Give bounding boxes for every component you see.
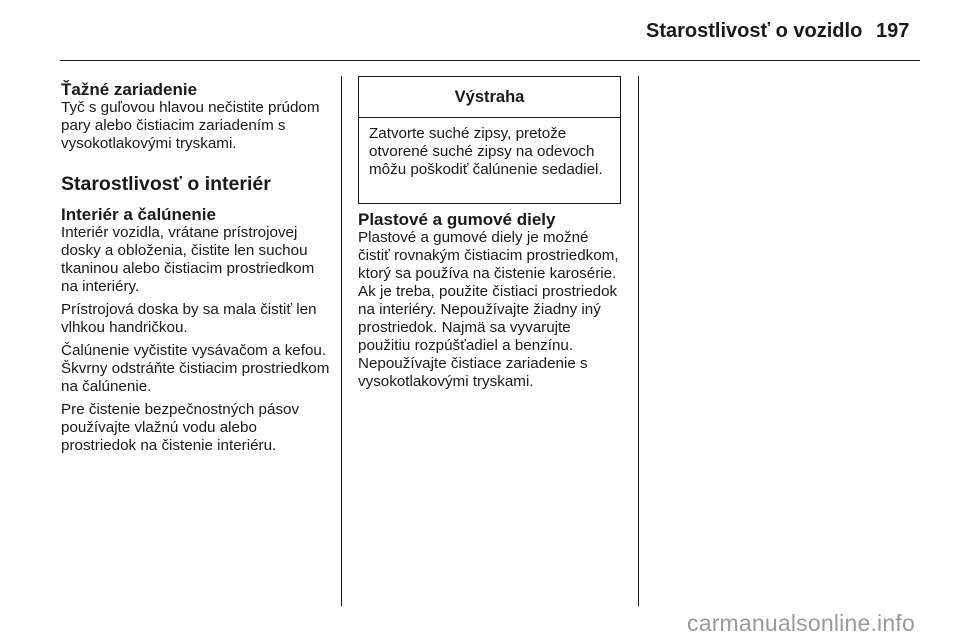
upholstery-paragraph: Čalúnenie vyčistite vysávačom a kefou. Škvrny odstráňte čistiacim prostriedkom na čalúnenie. bbox=[61, 342, 330, 395]
seat-belt-paragraph: Pre čistenie bezpečnostných pásov používajte vlažnú vodu alebo prostriedok na čistenie interiéru. bbox=[61, 401, 300, 454]
column-divider-left bbox=[341, 76, 342, 606]
dashboard-paragraph: Prístrojová doska by sa mala čistiť len vlhkou handričkou. bbox=[61, 301, 317, 336]
upholstery-heading: Interiér a čalúnenie bbox=[61, 205, 216, 224]
interior-care-heading: Starostlivosť o interiér bbox=[61, 173, 271, 195]
warning-title: Výstraha bbox=[359, 77, 620, 118]
left-column bbox=[61, 80, 333, 455]
interior-paragraph: Interiér vozidla, vrátane prístrojovej dosky a obloženia, čistite len suchou tkaninou alebo čistiacim prostriedkom na interiéry. bbox=[61, 224, 315, 295]
right-column bbox=[358, 210, 623, 391]
column-divider-right bbox=[638, 76, 639, 606]
tow-bar-heading: Ťažné zariadenie bbox=[61, 80, 198, 99]
warning-text: Zatvorte suché zipsy, pretože otvorené suché zipsy na odevoch môžu poškodiť čalúnenie sedadiel. bbox=[369, 125, 603, 178]
plastic-rubber-text: Plastové a gumové diely je možné čistiť rovnakým čistiacim prostriedkom, ktorý sa používa na čistenie karosérie. Ak je treba, použite čistiaci prostriedok na interiéry. Nepoužívajte žiadny iný prostriedok. Najmä sa vyvarujte použitiu rozpúšťadiel a benzínu. Nepoužívajte čistiace zariadenie s vysokotlakovými tryskami. bbox=[358, 229, 619, 390]
page-header-title: Starostlivosť o vozidlo bbox=[646, 20, 863, 42]
plastic-rubber-heading: Plastové a gumové diely bbox=[358, 210, 556, 229]
watermark: carmanualsonline.info bbox=[687, 610, 915, 636]
header-divider bbox=[60, 60, 920, 61]
tow-bar-text: Tyč s guľovou hlavou nečistite prúdom pary alebo čistiacim zariadením s vysokotlakovými tryskami. bbox=[61, 99, 320, 152]
page-number: 197 bbox=[876, 20, 910, 42]
warning-box bbox=[358, 76, 621, 204]
